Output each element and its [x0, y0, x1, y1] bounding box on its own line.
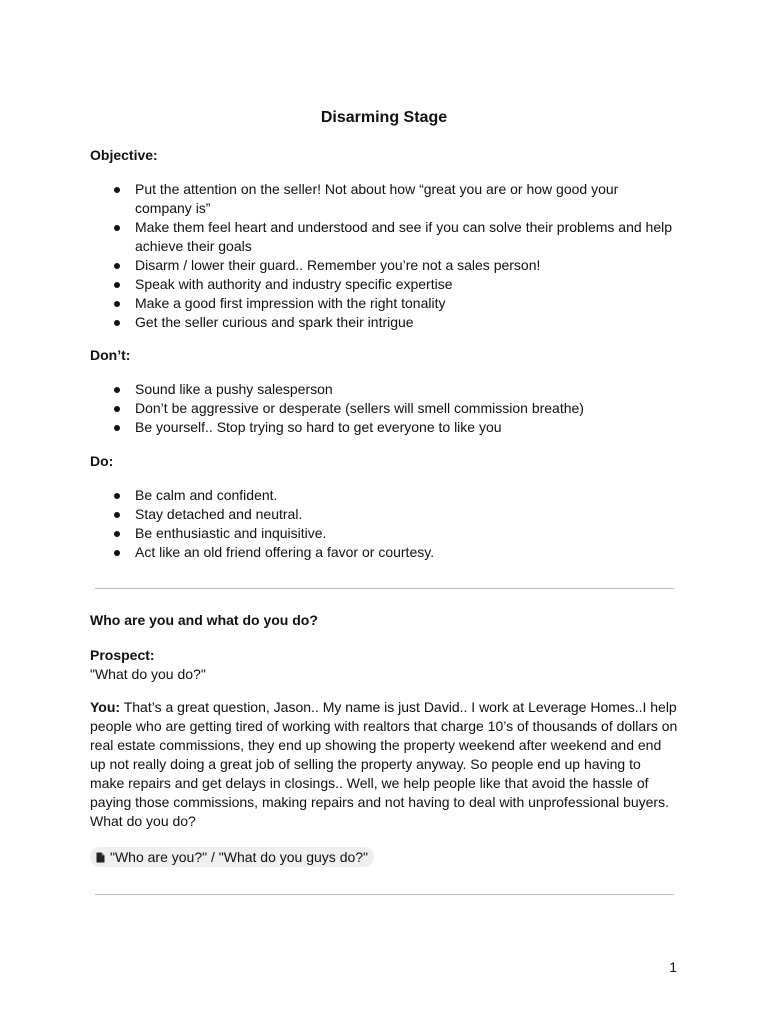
list-item: Be enthusiastic and inquisitive.	[0, 524, 768, 543]
list-item: Be calm and confident.	[0, 486, 768, 505]
list-item: Make a good first impression with the right tonality	[0, 294, 768, 313]
list-item: Don’t be aggressive or desperate (sellers will smell commission breathe)	[0, 399, 768, 418]
list-item: Act like an old friend offering a favor or courtesy.	[0, 543, 768, 562]
horizontal-divider	[95, 588, 674, 589]
list-item: Get the seller curious and spark their intrigue	[0, 313, 768, 332]
prospect-line: "What do you do?"	[90, 666, 206, 682]
you-label: You:	[90, 699, 121, 715]
list-item: Put the attention on the seller! Not about how “great you are or how good your company is”	[0, 180, 768, 218]
script-heading: Who are you and what do you do?	[90, 612, 318, 628]
objective-list	[0, 180, 768, 332]
you-paragraph	[90, 698, 678, 831]
page-title: Disarming Stage	[320, 109, 448, 126]
you-text: That’s a great question, Jason.. My name is just David.. I work at Leverage Homes..I help people who are getting tired of working with realtors that charge 10’s of thousands of dollars on real estate commissions, they end up showing the property weekend after weekend and end up not really doing a great job of selling the property anyway. So people end up having to make repairs and get delays in closings.. Well, we help people like that avoid the hassle of paying those commissions, making repairs and not having to deal with unprofessional buyers. What do you do?	[90, 699, 678, 829]
document-link-label: "Who are you?" / "What do you guys do?"	[110, 849, 369, 865]
list-item: Make them feel heart and understood and see if you can solve their problems and help achieve their goals	[0, 218, 768, 256]
prospect-label: Prospect:	[90, 647, 155, 663]
horizontal-divider	[95, 894, 674, 895]
do-heading: Do:	[90, 453, 114, 469]
page-number: 1	[669, 959, 677, 975]
list-item: Stay detached and neutral.	[0, 505, 768, 524]
list-item: Be yourself.. Stop trying so hard to get everyone to like you	[0, 418, 768, 437]
list-item: Disarm / lower their guard.. Remember you’re not a sales person!	[0, 256, 768, 275]
objective-heading: Objective:	[90, 147, 158, 163]
dont-list	[0, 380, 768, 437]
list-item: Sound like a pushy salesperson	[0, 380, 768, 399]
do-list	[0, 486, 768, 562]
list-item: Speak with authority and industry specific expertise	[0, 275, 768, 294]
dont-heading: Don’t:	[90, 347, 131, 363]
prospect-block	[90, 646, 678, 684]
document-icon	[96, 852, 105, 863]
document-link-chip[interactable]	[90, 847, 374, 867]
